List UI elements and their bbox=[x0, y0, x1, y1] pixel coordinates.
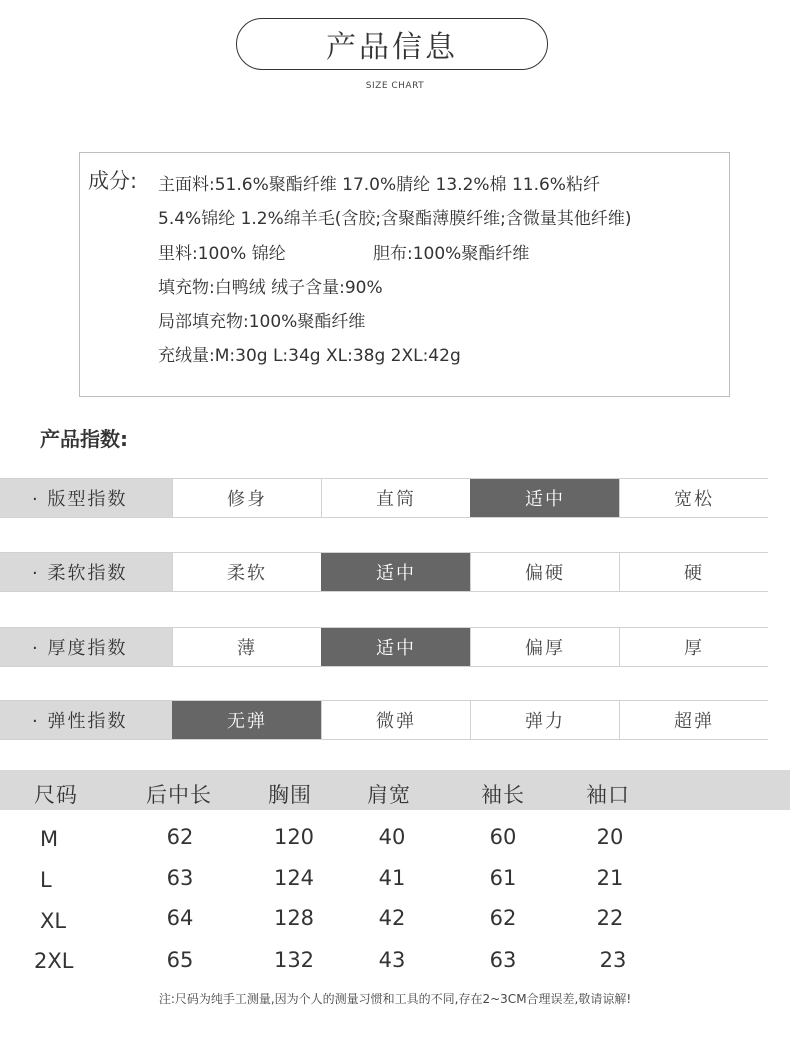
index-row-fit bbox=[0, 478, 768, 518]
page-title bbox=[236, 18, 548, 70]
index-label: · 版型指数 bbox=[0, 479, 172, 517]
size-cell: 2XL bbox=[34, 949, 74, 973]
index-option: 宽松 bbox=[619, 479, 768, 517]
index-option-selected: 适中 bbox=[321, 553, 470, 591]
size-header-shoulder: 肩宽 bbox=[367, 783, 411, 807]
index-label: · 弹性指数 bbox=[0, 701, 172, 739]
composition-bladder: 胆布:100%聚酯纤维 bbox=[373, 244, 530, 264]
size-cell: 41 bbox=[378, 866, 406, 890]
size-cell: 21 bbox=[596, 866, 624, 890]
size-header-back-length: 后中长 bbox=[146, 783, 212, 807]
size-header-sleeve-length: 袖长 bbox=[481, 783, 525, 807]
size-cell: 60 bbox=[489, 825, 517, 849]
index-option: 直筒 bbox=[321, 479, 470, 517]
size-cell: 62 bbox=[489, 906, 517, 930]
index-option: 薄 bbox=[172, 628, 321, 666]
index-option: 超弹 bbox=[619, 701, 768, 739]
size-cell: 43 bbox=[378, 948, 406, 972]
size-header-chest: 胸围 bbox=[268, 783, 312, 807]
index-row-elasticity bbox=[0, 700, 768, 740]
size-cell: 62 bbox=[166, 825, 194, 849]
composition-filling: 填充物:白鸭绒 绒子含量:90% bbox=[158, 278, 383, 298]
size-header-size: 尺码 bbox=[34, 783, 78, 807]
composition-partial-filling: 局部填充物:100%聚酯纤维 bbox=[158, 312, 366, 332]
index-heading: 产品指数: bbox=[40, 427, 128, 451]
index-option: 修身 bbox=[172, 479, 321, 517]
index-option: 偏厚 bbox=[470, 628, 619, 666]
composition-fill-amount: 充绒量:M:30g L:34g XL:38g 2XL:42g bbox=[158, 346, 461, 366]
index-label: · 柔软指数 bbox=[0, 553, 172, 591]
size-header-cuff: 袖口 bbox=[586, 783, 630, 807]
size-cell: 132 bbox=[273, 948, 315, 972]
size-cell: 128 bbox=[273, 906, 315, 930]
index-option-selected: 适中 bbox=[321, 628, 470, 666]
size-cell: 124 bbox=[273, 866, 315, 890]
index-option: 偏硬 bbox=[470, 553, 619, 591]
index-option: 微弹 bbox=[321, 701, 470, 739]
index-option: 柔软 bbox=[172, 553, 321, 591]
size-cell: 63 bbox=[489, 948, 517, 972]
index-row-thickness bbox=[0, 627, 768, 667]
size-cell: 23 bbox=[599, 948, 627, 972]
size-cell: 65 bbox=[166, 948, 194, 972]
index-label: · 厚度指数 bbox=[0, 628, 172, 666]
composition-main-fabric-cont: 5.4%锦纶 1.2%绵羊毛(含胶;含聚酯薄膜纤维;含微量其他纤维) bbox=[158, 209, 632, 229]
page-subtitle: SIZE CHART bbox=[365, 81, 425, 91]
index-option: 厚 bbox=[619, 628, 768, 666]
size-cell: 63 bbox=[166, 866, 194, 890]
footnote: 注:尺码为纯手工测量,因为个人的测量习惯和工具的不同,存在2~3CM合理误差,敬请谅解! bbox=[158, 992, 632, 1006]
page-title-text: 产品信息 bbox=[326, 30, 458, 65]
size-cell: 61 bbox=[489, 866, 517, 890]
index-option: 硬 bbox=[619, 553, 768, 591]
size-cell: 22 bbox=[596, 906, 624, 930]
composition-heading: 成分: bbox=[88, 169, 138, 193]
size-cell: L bbox=[40, 868, 52, 892]
composition-main-fabric: 主面料:51.6%聚酯纤维 17.0%腈纶 13.2%棉 11.6%粘纤 bbox=[158, 175, 600, 195]
size-cell: XL bbox=[40, 909, 67, 933]
index-option: 弹力 bbox=[470, 701, 619, 739]
index-option-selected: 适中 bbox=[470, 479, 619, 517]
size-cell: 42 bbox=[378, 906, 406, 930]
size-cell: 20 bbox=[596, 825, 624, 849]
size-cell: M bbox=[40, 827, 59, 851]
composition-lining: 里料:100% 锦纶 bbox=[158, 244, 286, 264]
size-cell: 64 bbox=[166, 906, 194, 930]
index-option-selected: 无弹 bbox=[172, 701, 321, 739]
size-cell: 120 bbox=[273, 825, 315, 849]
index-row-softness bbox=[0, 552, 768, 592]
size-cell: 40 bbox=[378, 825, 406, 849]
